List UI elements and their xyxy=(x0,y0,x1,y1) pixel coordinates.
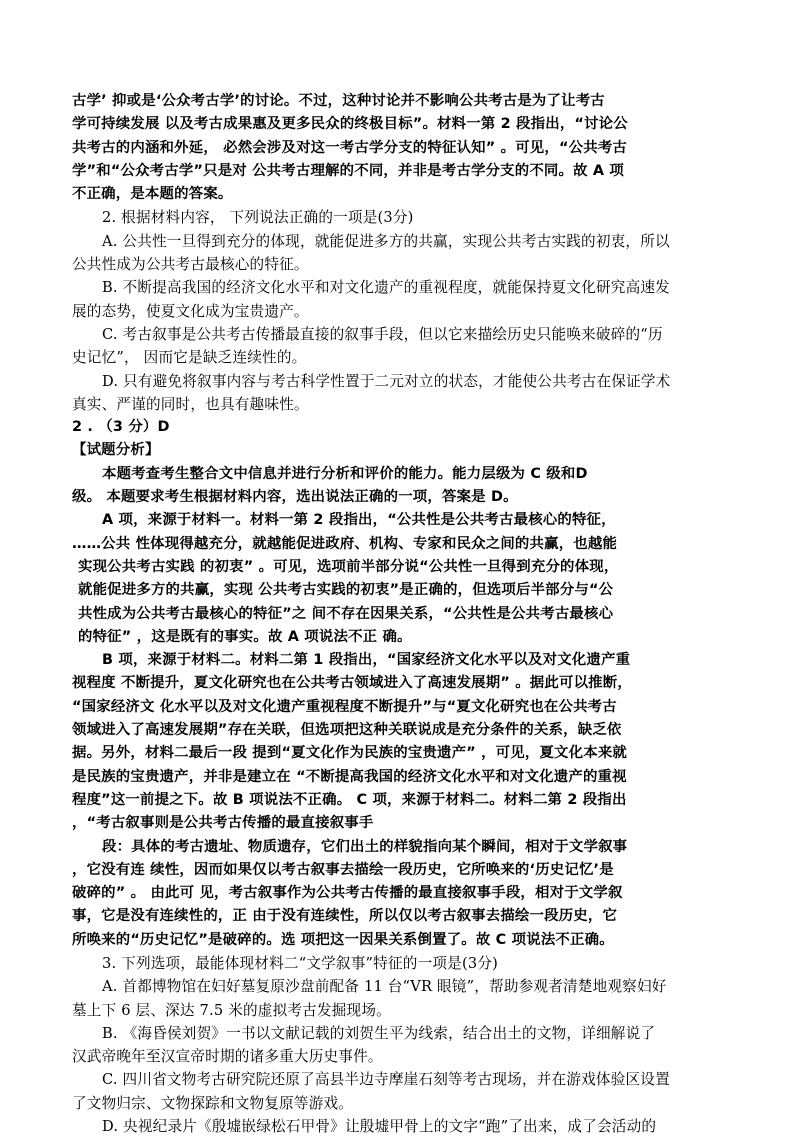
text-line: A 项，来源于材料一。材料一第 2 段指出，“公共性是公共考古最核心的特征， xyxy=(102,512,616,529)
text-line: 3. 下列选项，最能体现材料二“文学叙事”特征的一项是(3分) xyxy=(102,954,499,972)
text-line: A. 公共性一旦得到充分的体现，就能促进多方的共赢，实现公共考古实践的初衷，所以 xyxy=(102,232,670,250)
text-line: C. 四川省文物考古研究院还原了高县半边寺摩崖石刻等考古现场，并在游戏体验区设置 xyxy=(102,1071,670,1089)
text-line: 领域进入了高速发展期”存在关联，但选项把这种关联说成是充分条件的关系，缺乏依 xyxy=(72,722,622,739)
text-line: 所唤来的“历史记忆”是破碎的。选 项把这一因果关系倒置了。故 C 项说法不正确。 xyxy=(72,931,614,948)
text-line: 实现公共考古实践 的初衷” 。可见，选项前半部分说“公共性一旦得到充分的体现， xyxy=(78,558,619,575)
text-line: B. 《海昏侯刘贺》一书以文献记载的刘贺生平为线索，结合出土的文物，详细解说了 xyxy=(102,1024,656,1042)
text-line: 级。 本题要求考生根据材料内容，选出说法正确的一项，答案是 D。 xyxy=(72,489,518,506)
text-line: 真实、严谨的同时，也具有趣味性。 xyxy=(72,395,309,413)
text-line: ，它没有连 续性，因而如果仅以考古叙事去描绘一段历史，它所唤来的‘历史记忆’是 xyxy=(72,861,614,878)
text-line: 程度”这一前提之下。故 B 项说法不正确。 C 项，来源于材料二。材料二第 2 段指出 xyxy=(72,791,627,808)
text-line: 的特征” ，这是既有的事实。故 A 项说法不正 确。 xyxy=(78,628,412,645)
text-line: “国家经济文 化水平以及对文化遗产重视程度不断提升”与“夏文化研究也在公共考古 xyxy=(72,698,617,715)
text-line: 公共性成为公共考古最核心的特征。 xyxy=(72,256,309,274)
text-line: 史记忆”， 因而它是缺乏连续性的。 xyxy=(72,349,307,367)
text-line: A. 首都博物馆在妇好墓复原沙盘前配备 11 台“VR 眼镜”，帮助参观者清楚地观察妇好 xyxy=(102,978,667,996)
text-line: 【试题分析】 xyxy=(72,442,160,459)
text-line: ……公共 性体现得越充分，就越能促进政府、机构、专家和民众之间的共赢，也越能 xyxy=(72,535,618,552)
text-line: 汉武帝晚年至汉宣帝时期的诸多重大历史事件。 xyxy=(72,1048,383,1066)
text-line: 学可持续发展 以及考古成果惠及更多民众的终极目标”。材料一第 2 段指出，“讨论公 xyxy=(72,116,628,133)
text-line: 墓上下 6 层、深达 7.5 米的虚拟考古发掘现场。 xyxy=(72,1001,391,1019)
text-line: 展的态势，使夏文化成为宝贵遗产。 xyxy=(72,302,309,320)
text-line: 本题考查考生整合文中信息并进行分析和评价的能力。能力层级为 C 级和D xyxy=(102,465,588,482)
text-line: 段：具体的考古遗址、物质遗存，它们出土的样貌指向某个瞬间，相对于文学叙事 xyxy=(102,838,628,855)
text-line: B 项，来源于材料二。材料二第 1 段指出，“国家经济文化水平以及对文化遗产重 xyxy=(102,652,631,669)
text-line: 学”和“公众考古学”只是对 公共考古理解的不同，并非是考古学分支的不同。故 A 项 xyxy=(72,162,625,179)
text-line: 不正确，是本题的答案。 xyxy=(72,186,233,203)
text-line: 就能促进多方的共赢，实现 公共考古实践的初衷”是正确的，但选项后半部分与“公 xyxy=(78,582,614,599)
text-line: 古学’ 抑或是‘公众考古学’的讨论。不过，这种讨论并不影响公共考古是为了让考古 xyxy=(72,93,605,109)
text-line: D. 只有避免将叙事内容与考古科学性置于二元对立的状态，才能使公共考古在保证学术 xyxy=(102,372,671,390)
text-line: 2. 根据材料内容， 下列说法正确的一项是(3分) xyxy=(102,209,414,227)
text-line: 了文物归宗、文物探踪和文物复原等游戏。 xyxy=(72,1094,354,1112)
document-body xyxy=(72,90,724,1138)
text-line: 2 . （3 分）D xyxy=(72,419,170,436)
text-line: 事，它是没有连续性的，正 由于没有连续性，所以仅以考古叙事去描绘一段历史，它 xyxy=(72,908,618,925)
text-line: D. 央视纪录片《殷墟嵌绿松石甲骨》让殷墟甲骨上的文字“跑”了出来，成了会活动的 xyxy=(102,1118,657,1136)
text-line: 共性成为公共考古最核心的特征”之 间不存在因果关系，“公共性是公共考古最核心 xyxy=(78,605,614,622)
text-line: 据。另外，材料二最后一段 提到“夏文化作为民族的宝贵遗产” ，可见，夏文化本来就 xyxy=(72,745,628,762)
text-line: ，“考古叙事则是公共考古传播的最直接叙事手 xyxy=(72,815,374,832)
text-line: 是民族的宝贵遗产，并非是建立在 “不断提高我国的经济文化水平和对文化遗产的重视 xyxy=(72,768,627,785)
text-line: B. 不断提高我国的经济文化水平和对文化遗产的重视程度，就能保持夏文化研究高速发 xyxy=(102,279,670,297)
text-line: 视程度 不断提升，夏文化研究也在公共考古领域进入了高速发展期” 。据此可以推断， xyxy=(72,675,632,692)
text-line: 破碎的” 。 由此可 见，考古叙事作为公共考古传播的最直接叙事手段，相对于文学叙 xyxy=(72,885,623,902)
text-line: 共考古的内涵和外延， 必然会涉及对这一考古学分支的特征认知” 。可见，“公共考古 xyxy=(72,139,628,156)
text-line: C. 考古叙事是公共考古传播最直接的叙事手段，但以它来描绘历史只能唤来破碎的“历 xyxy=(102,325,663,343)
